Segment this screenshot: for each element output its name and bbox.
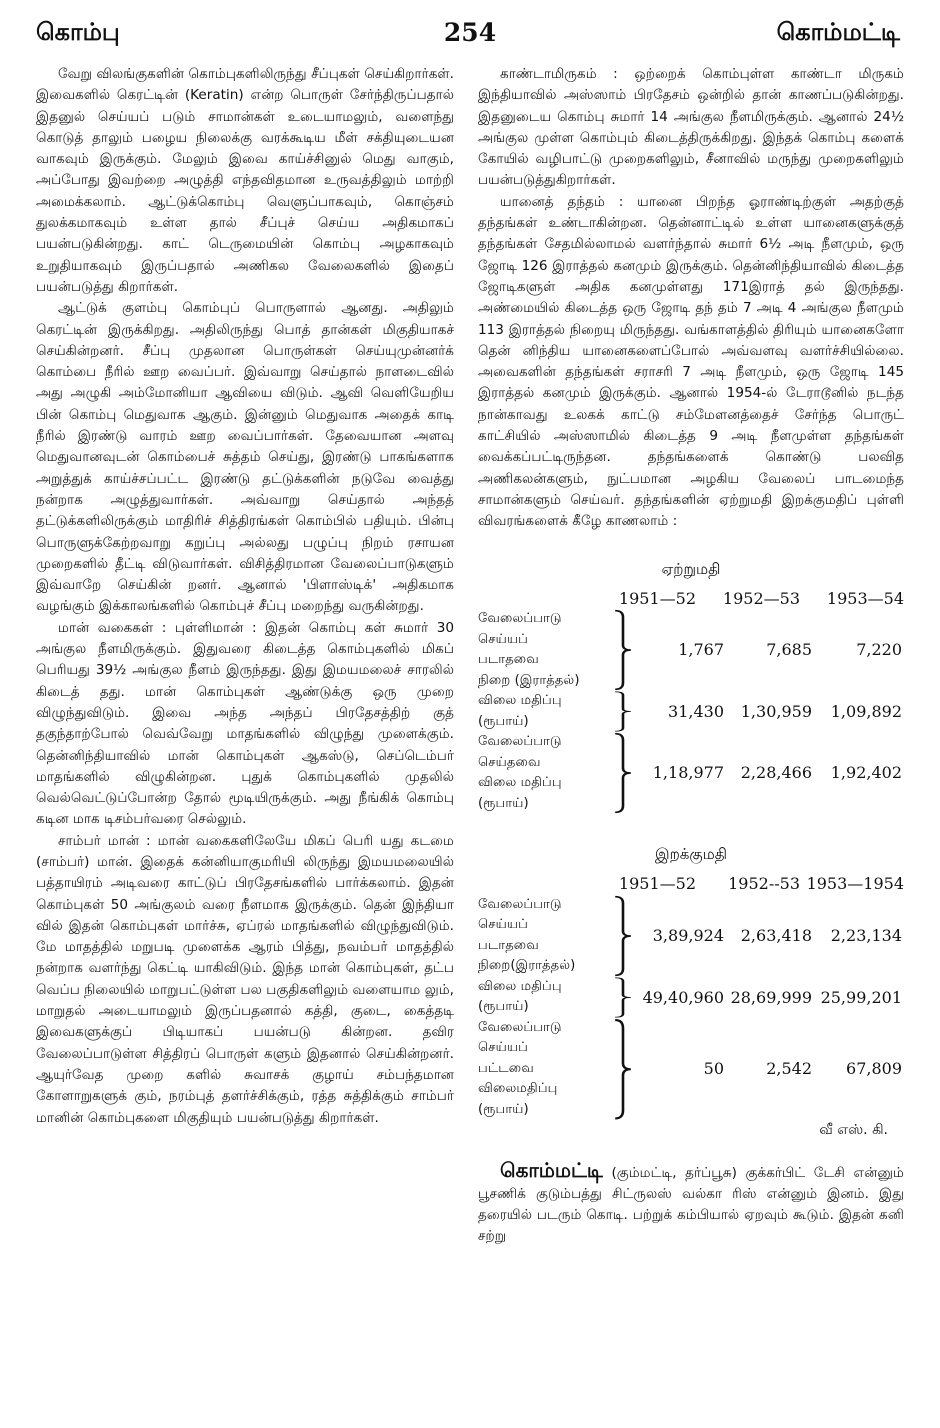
next-entry	[478, 1157, 904, 1248]
year-label: 1952—53	[722, 588, 800, 608]
year-label: 1953—1954	[806, 874, 904, 894]
row-label	[478, 732, 610, 814]
row-label-line: விலை மதிப்பு	[478, 978, 562, 994]
row-label-line: வேலைப்பாடு	[478, 1019, 562, 1035]
paragraph: காண்டாமிருகம் : ஒற்றைக் கொம்புள்ள காண்டா மிருகம் இந்தியாவில் அஸ்ஸாம் பிரதேசம் ஒன்றில் தான் காணப்படுகின்றது. இதனுடைய கொம்பு சுமார் 14 அங்குல நீளமிருக்கும். ஆனால் 24½ அங்குல முள்ள கொம்பும் கிடைத்திருக்கிறது. இந்தக் கொம்பு களைக் கோயில் வழிபாட்டு முறைகளிலும், சீனாவில் மருந்து முறைகளிலும் பயன்படுத்துகிறார்கள்.	[478, 66, 904, 189]
row-label-line: (ரூபாய்)	[478, 795, 529, 811]
table-cell: 1,30,959	[740, 701, 812, 721]
year-label: 1953—54	[826, 588, 904, 608]
row-label	[478, 691, 610, 732]
table-cell: 1,18,977	[652, 763, 724, 783]
brace-icon	[610, 895, 636, 977]
table-cell: 25,99,201	[820, 987, 902, 1007]
row-label-line: வேலைப்பாடு	[478, 896, 562, 912]
brace-icon	[610, 977, 636, 1018]
brace-icon	[610, 691, 636, 732]
year-label: 1951—52	[618, 874, 696, 894]
paragraph: வேறு விலங்குகளின் கொம்புகளிலிருந்து சீப்புகள் செய்கிறார்கள். இவைகளில் கெரட்டின் (Keratin) என்ற பொருள் சேர்ந்திருப்பதால் இதனுல் செய்யப் படும் சாமான்கள் உடையாமலும், வளைந்து கொடுத் தாலும் பழைய நிலைக்கு வரக்கூடிய மீள் சக்தியுடையன வாகவும் இருக்கும். மேலும் இவை காய்ச்சினுல் மெது வாகும், அப்போது இவற்றை அழுத்தி எந்தவிதமான உருவத்திலும் மாற்றி அமைக்கலாம். ஆட்டுக்கொம்பு வெளுப்பாகவும், கொஞ்சம் துலக்கமாகவும் உள்ள தால் சீப்புச் செய்ய அதிகமாகப் பயன்படுகின்றது. காட் டெருமையின் கொம்பு அழகாகவும் உறுதியாகவும் இருப்பதால் அணிகல வேலைகளில் இதைப் பயன்படுத்து கிறார்கள்.	[36, 66, 454, 295]
row-label-line: வேலைப்பாடு	[478, 611, 562, 627]
paragraph: சாம்பர் மான் : மான் வகைகளிலேயே மிகப் பெரி யது கடமை (சாம்பர்) மான். இதைக் கன்னியாகுமரியி லிருந்து இமயமலையில் பத்தாயிரம் அடிவரை காட்டுப் பிரதேசங்களில் பார்க்கலாம். இதன் கொம்புகள் 50 அங்குலம் வரை நீளமாக இருக்கும். தென் இந்தியா வில் இதன் கொம்புகள் மார்ச்சு, ஏப்ரல் மாதங்களில் விழுந்துவிடும். மே மாதத்தில் மறுபடி முளைக்க ஆரம் பித்து, நவம்பர் மாதத்தில் நன்றாக வளர்ந்து கெட்டி யாகிவிடும். இந்த மான் கொம்புகள், தட்ப வெப்ப நிலையில் மாறுபட்டுள்ள பல பகுதிகளிலும் வளையாம லும், மாறுதல் அடையாமலும் இருப்பதனால் கத்தி, குடை, கைத்தடி இவைகளுக்குப் பிடியாகப் பயன்படு கின்றன. தவிர வேலைப்பாடுள்ள சித்திரப் பொருள் களும் இதனால் செய்கின்றனர். ஆயுர்வேத முறை களில் சுவாசக் குழாய் சம்பந்தமான கோளாறுகளுக் கும், நரம்புத் தளர்ச்சிக்கும், ரத்த சுத்திக்கும் சாம்பர் மானின் கொம்புகளை மிகுதியும் பயன்படுத்து கிறார்கள்.	[36, 832, 454, 1126]
row-label-line: செய்யப்	[478, 631, 528, 647]
year-label: 1951—52	[618, 588, 696, 608]
right-column	[478, 64, 904, 1248]
table-cell: 2,542	[766, 1059, 812, 1079]
table-cell: 7,220	[856, 640, 902, 660]
row-label	[478, 609, 610, 691]
row-label-line: படாதவை	[478, 652, 539, 668]
export-table	[478, 559, 904, 815]
table-cell: 67,809	[846, 1059, 902, 1079]
paragraph: ஆட்டுக் குளம்பு கொம்புப் பொருளால் ஆனது. அதிலும் கெரட்டின் இருக்கிறது. அதிலிருந்து பொத் தான்கள் மிகுதியாகச் செய்கின்றனர். சீப்பு முதலான பொருள்கள் செய்யுமுன்னர்க் கொம்பை நீரில் ஊற வைப்பர். இவ்வாறு செய்தால் நாளடைவில் அது அழுகி அம்மோனியா ஆவியை விடும். ஆவி வெளியேறிய பின் கொம்பு மெதுவாக ஆகும். இன்னும் மெதுவாக அதைக் காடி நீரில் இரண்டு வாரம் ஊற வைப்பார்கள். தேவையான அளவு மெதுவானவுடன் கொம்பைச் சுத்தம் செய்து, இரண்டு பாகங்களாக அறுத்துக் காய்ச்சப்பட்ட இரண்டு தட்டுக்களின் நடுவே வைத்து நன்றாக அழுத்துவார்கள். அவ்வாறு செய்தால் அந்தத் தட்டுக்களிலிருக்கும் மாதிரிச் சித்திரங்கள் கொம்பில் பதியும். பின்பு பொருளுக்கேற்றவாறு கறுப்பு அல்லது பழுப்பு நிறம் ரசாயன முறைகளில் தீட்டி விடுவார்கள். விசித்திரமான வேலைப்பாடுகளும் இவ்வாறே செய்கின் றனர். ஆனால் 'பிளாஸ்டிக்' அதிகமாக வழங்கும் இக்காலங்களில் கொம்புச் சீப்பு மறைந்து வருகின்றது.	[36, 300, 454, 615]
row-label-line: (ரூபாய்)	[478, 713, 529, 729]
entry-text: (கும்மட்டி, தர்ப்பூசு) குக்கர்பிட் டேசி என்னும் பூசணிக் குடும்பத்து சிட்ருலஸ் வல்கா ரிஸ் என்னும் இனம். இது தரையில் படரும் கொடி. பற்றுக் கம்பியால் ஏறவும் கூடும். இதன் கனி சற்று	[478, 1164, 904, 1245]
table-cell: 1,92,402	[830, 763, 902, 783]
table-cell: 28,69,999	[730, 987, 812, 1007]
row-label-line: நிறை (இராத்தல்)	[478, 672, 580, 688]
row-label	[478, 895, 610, 977]
row-label-line: விலை மதிப்பு	[478, 693, 562, 709]
page-number: 254	[443, 18, 497, 47]
row-label-line: வேலைப்பாடு	[478, 734, 562, 750]
row-label	[478, 1018, 610, 1121]
table-cell: 2,28,466	[740, 763, 812, 783]
table-row	[478, 691, 904, 732]
paragraph: யானைத் தந்தம் : யானை பிறந்த ஓராண்டிற்குள் அதற்குத் தந்தங்கள் உண்டாகின்றன. தென்னாட்டில் உள்ள யானைகளுக்குத் தந்தங்கள் சேதமில்லாமல் வளர்ந்தால் சுமார் 6½ அடி நீளமும், ஒரு ஜோடி 126 இராத்தல் கனமும் இருக்கும். தென்னிந்தியாவில் கிடைத்த ஜோடிகளுள் அதிக கனமுள்ளது 171இராத் தல் இருந்தது. அண்மையில் கிடைத்த ஒரு ஜோடி தந் தம் 7 அடி 4 அங்குல நீளமும் 113 இராத்தல் நிறையு மிருந்தது. வங்காளத்தில் திரியும் யானைகளோ தென் னிந்திய யானைகளைப்போல் அவ்வளவு வளர்ச்சியில்லை. அவைகளின் தந்தங்கள் சராசரி 7 அடி நீளமும், ஒரு ஜோடி 145 இராத்தல் கனமும் இருக்கும். ஆனால் 1954-ல் டேராடூனில் நடந்த நான்காவது உலகக் காட்டு சம்மேளனத்தைச் சேர்ந்த பொருட் காட்சியில் அஸ்ஸாமில் கிடைத்த 9 அடி நீளமுள்ள தந்தங்கள் வைக்கப்பட்டிருந்தன. தந்தங்களைக் கொண்டு பலவித அணிகலன்களும், நுட்பமான அழகிய வேலைப் பாடமைந்த சாமான்களும் செய்வர். தந்தங்களின் ஏற்றுமதி இறக்குமதிப் புள்ளி விவரங்களைக் கீழே காணலாம் :	[478, 193, 904, 530]
brace-icon	[610, 1018, 636, 1121]
table-row	[478, 732, 904, 814]
table-row	[478, 895, 904, 977]
table-row	[478, 609, 904, 691]
table-cell: 49,40,960	[642, 987, 724, 1007]
table-cell: 2,63,418	[740, 926, 812, 946]
left-column	[36, 64, 454, 1129]
table-cell: 1,09,892	[830, 701, 902, 721]
import-table	[478, 844, 904, 1120]
row-label-line: விலை மதிப்பு	[478, 775, 562, 791]
page-header	[0, 18, 940, 58]
row-label-line: செய்தவை	[478, 754, 541, 770]
entry-title: கொம்மட்டி	[500, 1157, 603, 1182]
row-label-line: விலைமதிப்பு	[478, 1081, 558, 1097]
row-label-line: செய்யப்	[478, 1040, 528, 1056]
paragraph: மான் வகைகள் : புள்ளிமான் : இதன் கொம்பு கள் சுமார் 30 அங்குல நீளமிருக்கும். இதுவரை கிடைத்த கொம்புகளில் மிகப் பெரியது 39½ அங்குல நீளம் இருந்தது. இது இமயமலைச் சாரலில் கிடைத் தது. மான் கொம்புகள் ஆண்டுக்கு ஒரு முறை விழுந்துவிடும். இவை அந்த அந்தப் பிரதேசத்திற் குத் தகுந்தாற்போல் வெவ்வேறு மாதங்களில் விழுந்து முளைக்கும். தென்னிந்தியாவில் மான் கொம்புகள் ஆகஸ்டு, செப்டெம்பர் மாதங்களில் விழுகின்றன. புதுக் கொம்புகளில் முதலில் வெல்வெட்டுப்போன்ற தோல் மூடியிருக்கும். அது நீங்கிக் கொம்பு கடின மாக டிசம்பர்வரை செல்லும்.	[36, 619, 454, 828]
table-cell: 31,430	[668, 701, 724, 721]
row-label-line: நிறை(இராத்தல்)	[478, 958, 576, 974]
table-row	[478, 1018, 904, 1121]
table-row	[478, 977, 904, 1018]
year-label: 1952--53	[728, 874, 800, 894]
row-label-line: (ரூபாய்)	[478, 999, 529, 1015]
brace-icon	[610, 609, 636, 691]
row-label-line: (ரூபாய்)	[478, 1101, 529, 1117]
header-right-guide-word: கொம்மட்டி	[776, 18, 900, 46]
brace-icon	[610, 732, 636, 814]
header-left-guide-word: கொம்பு	[36, 18, 120, 46]
row-label	[478, 977, 610, 1018]
import-year-header	[478, 873, 904, 894]
row-label-line: படாதவை	[478, 937, 539, 953]
table-cell: 1,767	[678, 640, 724, 660]
row-label-line: செய்யப்	[478, 917, 528, 933]
export-table-title: ஏற்றுமதி	[661, 559, 721, 578]
import-table-title: இறக்குமதி	[655, 845, 727, 864]
export-year-header	[478, 588, 904, 609]
row-label-line: பட்டவை	[478, 1060, 534, 1076]
table-cell: 2,23,134	[830, 926, 902, 946]
table-cell: 50	[703, 1059, 724, 1079]
author-signature: வீ எஸ். கி.	[819, 1122, 888, 1139]
table-cell: 7,685	[766, 640, 812, 660]
table-cell: 3,89,924	[652, 926, 724, 946]
